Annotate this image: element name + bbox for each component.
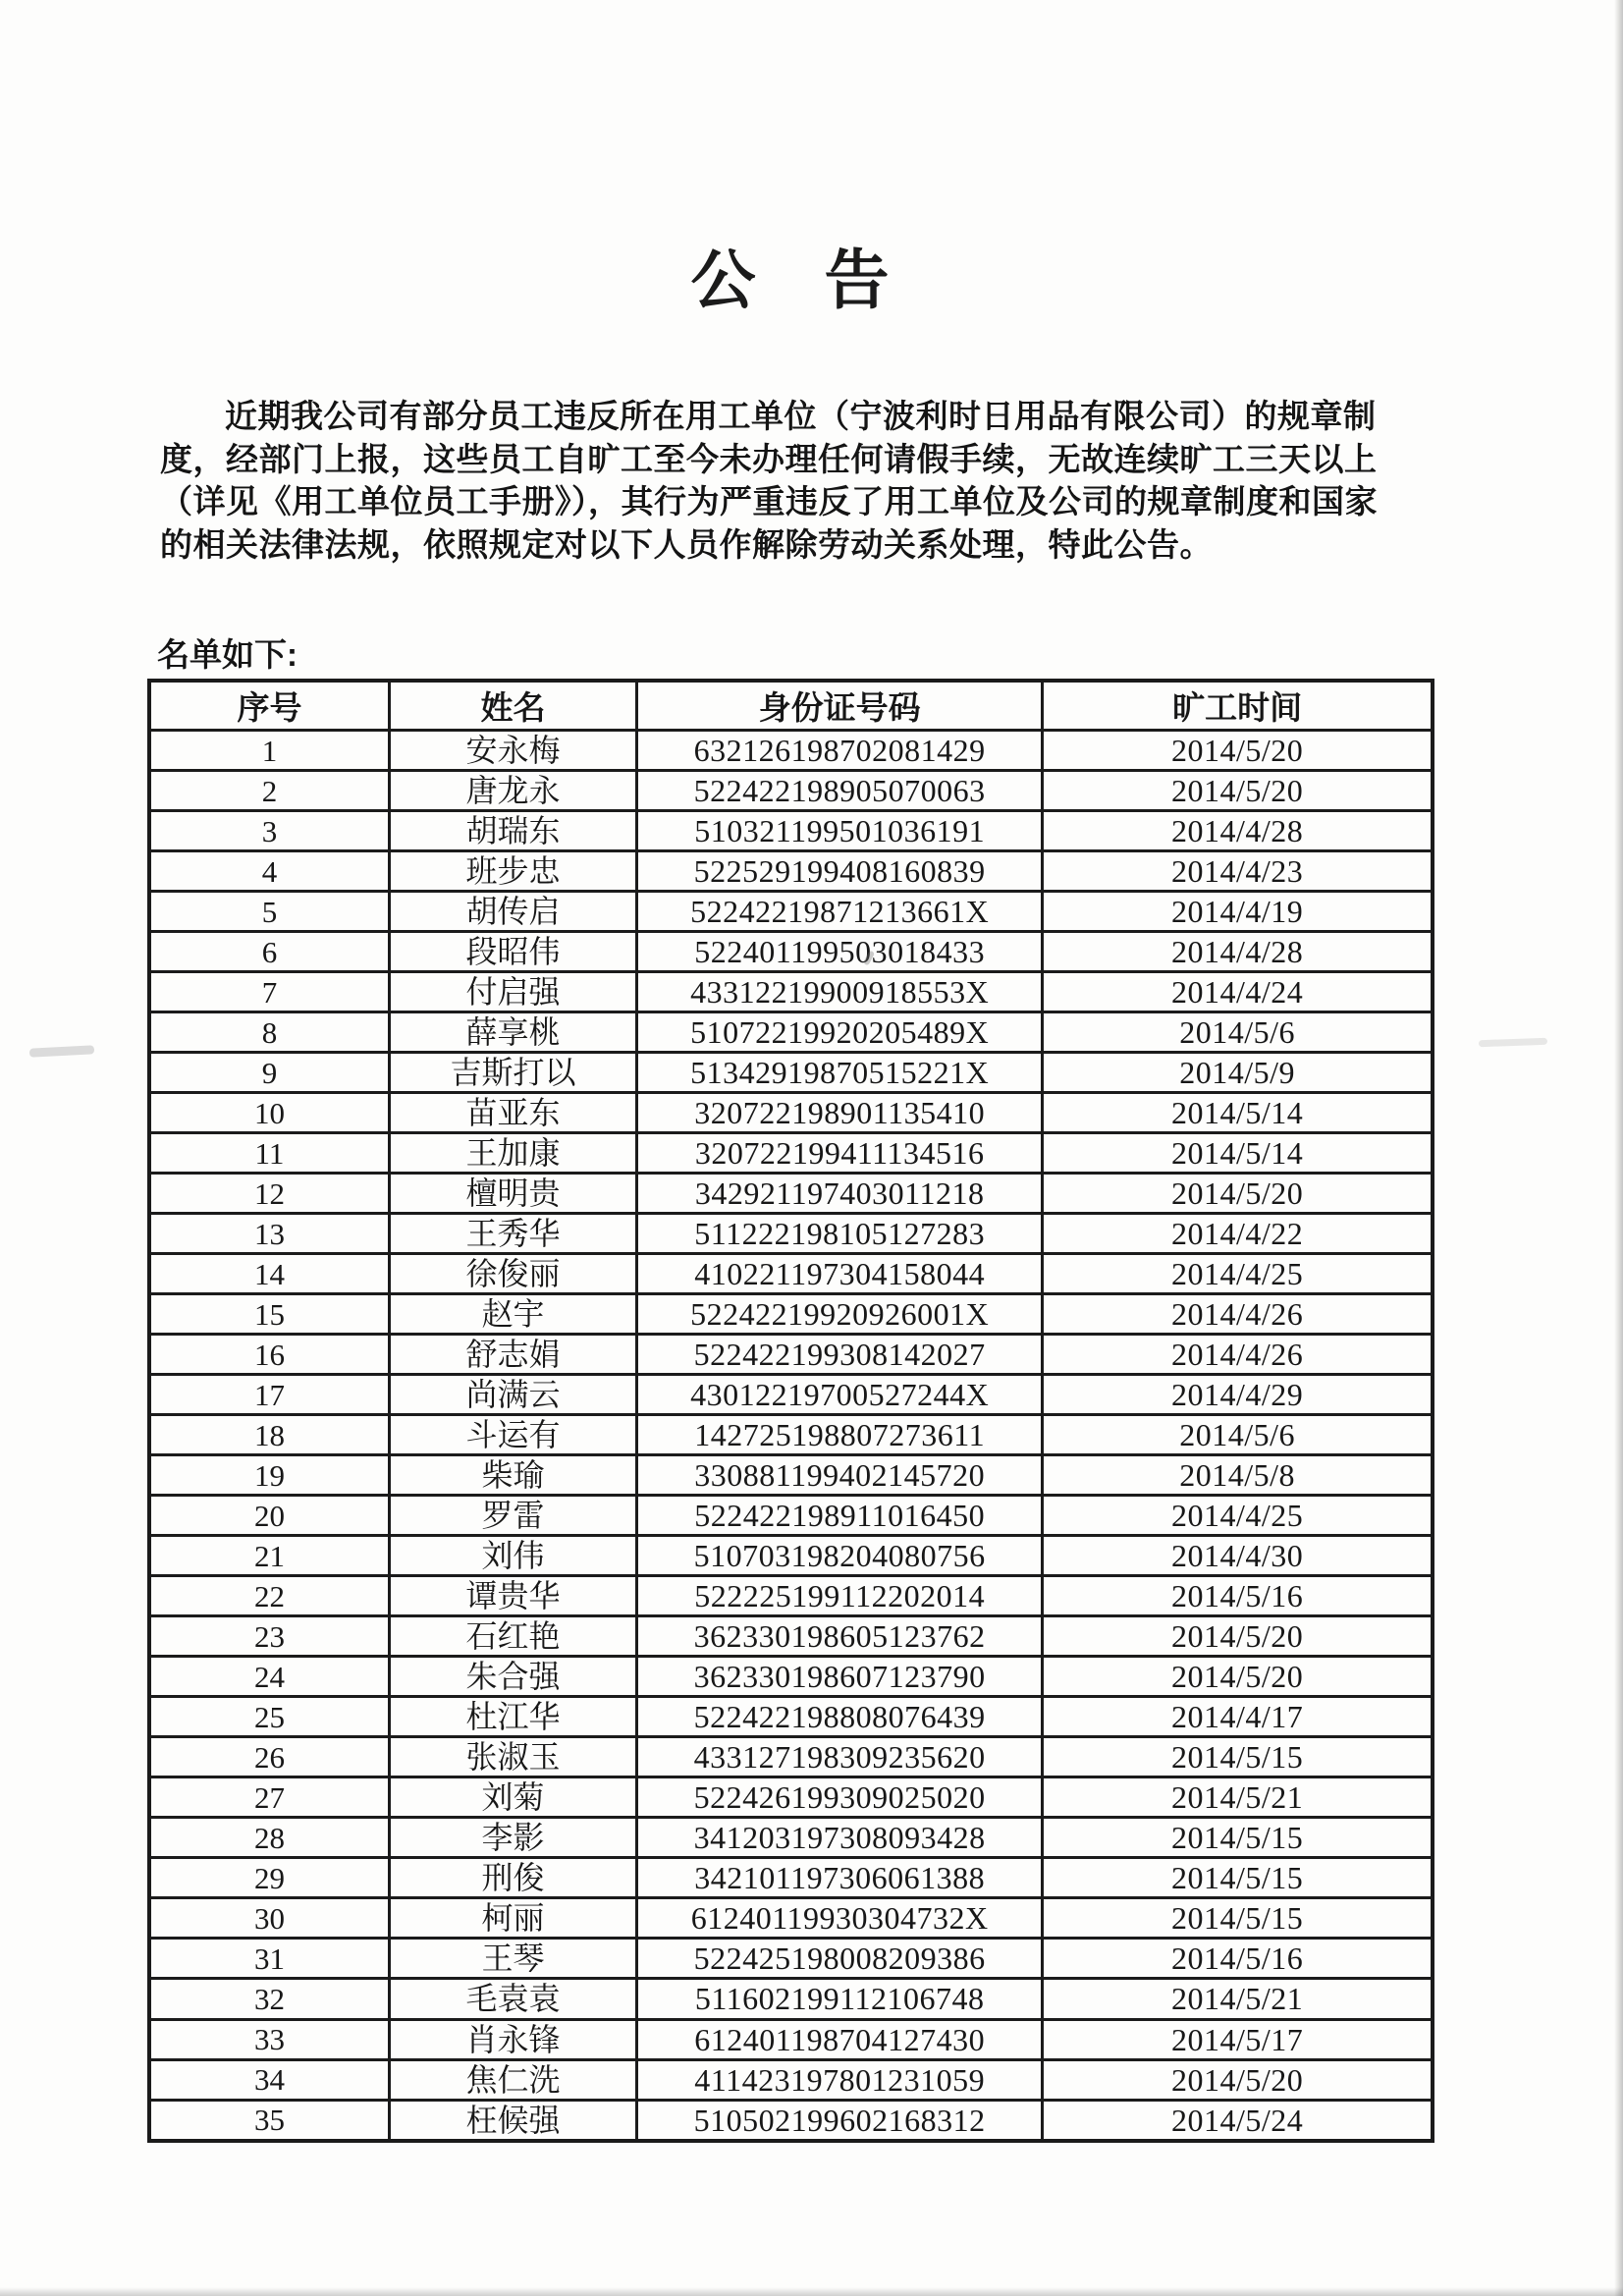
absence-date-cell: 2014/5/20 (1043, 771, 1433, 811)
serial-cell: 18 (149, 1415, 389, 1455)
serial-cell: 33 (149, 2019, 389, 2059)
id-number-cell: 342101197306061388 (637, 1858, 1043, 1898)
name-cell: 毛袁袁 (389, 1979, 636, 2019)
table-row (149, 1898, 1433, 1939)
table-row (149, 1657, 1433, 1697)
absence-date-cell: 2014/5/16 (1043, 1939, 1433, 1979)
name-cell: 薛享桃 (389, 1012, 636, 1053)
absence-date-cell: 2014/4/26 (1043, 1335, 1433, 1375)
id-number-cell: 341203197308093428 (637, 1818, 1043, 1858)
absence-date-cell: 2014/4/25 (1043, 1496, 1433, 1536)
absence-date-cell: 2014/5/20 (1043, 2059, 1433, 2100)
name-cell: 胡传启 (389, 892, 636, 932)
id-number-cell: 433127198309235620 (637, 1737, 1043, 1777)
id-number-cell: 522422199308142027 (637, 1335, 1043, 1375)
id-number-cell: 511222198105127283 (637, 1214, 1043, 1254)
name-cell: 王秀华 (389, 1214, 636, 1254)
table-row (149, 1818, 1433, 1858)
absence-date-cell: 2014/5/6 (1043, 1415, 1433, 1455)
id-number-cell: 51342919870515221X (637, 1053, 1043, 1093)
absence-date-cell: 2014/4/29 (1043, 1375, 1433, 1415)
id-number-cell: 320722198901135410 (637, 1093, 1043, 1133)
absence-date-cell: 2014/5/21 (1043, 1777, 1433, 1818)
absence-date-cell: 2014/4/23 (1043, 851, 1433, 892)
table-row (149, 851, 1433, 892)
serial-cell: 25 (149, 1697, 389, 1737)
serial-cell: 23 (149, 1616, 389, 1657)
name-cell: 王琴 (389, 1939, 636, 1979)
name-cell: 枉候强 (389, 2100, 636, 2141)
serial-cell: 32 (149, 1979, 389, 2019)
serial-cell: 15 (149, 1294, 389, 1335)
serial-cell: 26 (149, 1737, 389, 1777)
absence-date-cell: 2014/4/24 (1043, 972, 1433, 1012)
name-cell: 檀明贵 (389, 1174, 636, 1214)
employee-table-body (149, 731, 1433, 2142)
table-row (149, 1939, 1433, 1979)
announcement-body (160, 395, 1429, 566)
id-number-cell: 362330198605123762 (637, 1616, 1043, 1657)
name-cell: 赵宇 (389, 1294, 636, 1335)
serial-cell: 11 (149, 1133, 389, 1174)
table-row (149, 2059, 1433, 2100)
table-header-row (149, 681, 1433, 731)
absence-date-cell: 2014/4/25 (1043, 1254, 1433, 1294)
table-row (149, 2019, 1433, 2059)
name-cell: 尚满云 (389, 1375, 636, 1415)
table-row (149, 1697, 1433, 1737)
table-row (149, 2100, 1433, 2141)
absence-date-cell: 2014/5/20 (1043, 1657, 1433, 1697)
absence-date-cell: 2014/5/21 (1043, 1979, 1433, 2019)
name-cell: 肖永锋 (389, 2019, 636, 2059)
id-number-cell: 330881199402145720 (637, 1455, 1043, 1496)
table-row (149, 1979, 1433, 2019)
name-cell: 班步忠 (389, 851, 636, 892)
serial-cell: 22 (149, 1576, 389, 1616)
id-number-cell: 612401198704127430 (637, 2019, 1043, 2059)
id-number-cell: 362330198607123790 (637, 1657, 1043, 1697)
header-name: 姓名 (389, 681, 636, 731)
id-number-cell: 52242219871213661X (637, 892, 1043, 932)
table-row (149, 1294, 1433, 1335)
id-number-cell: 511602199112106748 (637, 1979, 1043, 2019)
table-row (149, 1858, 1433, 1898)
absence-date-cell: 2014/4/17 (1043, 1697, 1433, 1737)
id-number-cell: 522422198808076439 (637, 1697, 1043, 1737)
name-cell: 张淑玉 (389, 1737, 636, 1777)
table-row (149, 1093, 1433, 1133)
serial-cell: 13 (149, 1214, 389, 1254)
name-cell: 柯丽 (389, 1898, 636, 1939)
id-number-cell: 522426199309025020 (637, 1777, 1043, 1818)
id-number-cell: 52242219920926001X (637, 1294, 1043, 1335)
serial-cell: 8 (149, 1012, 389, 1053)
absence-date-cell: 2014/4/19 (1043, 892, 1433, 932)
serial-cell: 16 (149, 1335, 389, 1375)
name-cell: 苗亚东 (389, 1093, 636, 1133)
absence-date-cell: 2014/5/6 (1043, 1012, 1433, 1053)
serial-cell: 31 (149, 1939, 389, 1979)
serial-cell: 12 (149, 1174, 389, 1214)
serial-cell: 6 (149, 932, 389, 972)
absence-date-cell: 2014/5/15 (1043, 1858, 1433, 1898)
serial-cell: 2 (149, 771, 389, 811)
serial-cell: 34 (149, 2059, 389, 2100)
serial-cell: 29 (149, 1858, 389, 1898)
name-cell: 胡瑞东 (389, 811, 636, 851)
scan-smudge (1479, 1038, 1547, 1047)
absence-date-cell: 2014/4/28 (1043, 811, 1433, 851)
name-cell: 柴瑜 (389, 1455, 636, 1496)
name-cell: 罗雷 (389, 1496, 636, 1536)
name-cell: 朱合强 (389, 1657, 636, 1697)
name-cell: 刘菊 (389, 1777, 636, 1818)
absence-date-cell: 2014/5/9 (1043, 1053, 1433, 1093)
table-header (149, 681, 1433, 731)
serial-cell: 5 (149, 892, 389, 932)
id-number-cell: 510321199501036191 (637, 811, 1043, 851)
id-number-cell: 61240119930304732X (637, 1898, 1043, 1939)
absence-date-cell: 2014/5/15 (1043, 1818, 1433, 1858)
serial-cell: 20 (149, 1496, 389, 1536)
absence-date-cell: 2014/5/20 (1043, 731, 1433, 771)
absence-date-cell: 2014/5/14 (1043, 1133, 1433, 1174)
name-cell: 谭贵华 (389, 1576, 636, 1616)
serial-cell: 1 (149, 731, 389, 771)
id-number-cell: 43312219900918553X (637, 972, 1043, 1012)
table-row (149, 1737, 1433, 1777)
name-cell: 舒志娟 (389, 1335, 636, 1375)
absence-date-cell: 2014/5/14 (1043, 1093, 1433, 1133)
name-cell: 刘伟 (389, 1536, 636, 1576)
absence-date-cell: 2014/4/28 (1043, 932, 1433, 972)
absence-date-cell: 2014/4/30 (1043, 1536, 1433, 1576)
absence-date-cell: 2014/5/20 (1043, 1174, 1433, 1214)
id-number-cell: 342921197403011218 (637, 1174, 1043, 1214)
absence-date-cell: 2014/5/16 (1043, 1576, 1433, 1616)
id-number-cell: 522425198008209386 (637, 1939, 1043, 1979)
serial-cell: 7 (149, 972, 389, 1012)
name-cell: 安永梅 (389, 731, 636, 771)
table-row (149, 1174, 1433, 1214)
serial-cell: 3 (149, 811, 389, 851)
table-row (149, 1053, 1433, 1093)
serial-cell: 35 (149, 2100, 389, 2141)
table-row (149, 1496, 1433, 1536)
table-row (149, 1375, 1433, 1415)
absence-date-cell: 2014/5/15 (1043, 1898, 1433, 1939)
absence-date-cell: 2014/4/22 (1043, 1214, 1433, 1254)
header-id-number: 身份证号码 (637, 681, 1043, 731)
table-row (149, 1616, 1433, 1657)
serial-cell: 17 (149, 1375, 389, 1415)
absence-date-cell: 2014/5/17 (1043, 2019, 1433, 2059)
table-row (149, 1455, 1433, 1496)
serial-cell: 30 (149, 1898, 389, 1939)
id-number-cell: 411423197801231059 (637, 2059, 1043, 2100)
absence-date-cell: 2014/5/20 (1043, 1616, 1433, 1657)
name-cell: 付启强 (389, 972, 636, 1012)
name-cell: 石红艳 (389, 1616, 636, 1657)
table-row (149, 1415, 1433, 1455)
name-cell: 刑俊 (389, 1858, 636, 1898)
id-number-cell: 522225199112202014 (637, 1576, 1043, 1616)
absence-date-cell: 2014/5/8 (1043, 1455, 1433, 1496)
name-cell: 李影 (389, 1818, 636, 1858)
paragraph-line: （详见《用工单位员工手册》），其行为严重违反了用工单位及公司的规章制度和国家 (160, 483, 1378, 519)
id-number-cell: 510502199602168312 (637, 2100, 1043, 2141)
table-row (149, 1536, 1433, 1576)
table-row (149, 1777, 1433, 1818)
absence-date-cell: 2014/5/24 (1043, 2100, 1433, 2141)
table-row (149, 1012, 1433, 1053)
serial-cell: 28 (149, 1818, 389, 1858)
table-row (149, 1214, 1433, 1254)
paragraph-line: 近期我公司有部分员工违反所在用工单位（宁波利时日用品有限公司）的规章制 (225, 398, 1377, 434)
table-row (149, 1133, 1433, 1174)
serial-cell: 9 (149, 1053, 389, 1093)
name-cell: 徐俊丽 (389, 1254, 636, 1294)
serial-cell: 27 (149, 1777, 389, 1818)
header-serial-number: 序号 (149, 681, 389, 731)
scan-edge-shadow (1614, 0, 1623, 2296)
name-cell: 焦仁洗 (389, 2059, 636, 2100)
scan-edge-shadow (0, 2287, 1623, 2296)
serial-cell: 14 (149, 1254, 389, 1294)
paragraph-line: 的相关法律法规，依照规定对以下人员作解除劳动关系处理，特此公告。 (160, 525, 1213, 563)
name-cell: 王加康 (389, 1133, 636, 1174)
name-cell: 杜江华 (389, 1697, 636, 1737)
absence-date-cell: 2014/5/15 (1043, 1737, 1433, 1777)
paragraph-line: 度，经部门上报，这些员工自旷工至今未办理任何请假手续，无故连续旷工三天以上 (160, 440, 1378, 477)
serial-cell: 4 (149, 851, 389, 892)
id-number-cell: 522422198905070063 (637, 771, 1043, 811)
name-cell: 唐龙永 (389, 771, 636, 811)
id-number-cell: 632126198702081429 (637, 731, 1043, 771)
employee-roster-table (147, 679, 1434, 2143)
id-number-cell: 522401199503018433 (637, 932, 1043, 972)
id-number-cell: 142725198807273611 (637, 1415, 1043, 1455)
table-row (149, 771, 1433, 811)
id-number-cell: 43012219700527244X (637, 1375, 1043, 1415)
scan-smudge (29, 1045, 94, 1057)
header-absence-date: 旷工时间 (1043, 681, 1433, 731)
id-number-cell: 522529199408160839 (637, 851, 1043, 892)
name-cell: 段昭伟 (389, 932, 636, 972)
id-number-cell: 320722199411134516 (637, 1133, 1043, 1174)
table-row (149, 972, 1433, 1012)
serial-cell: 10 (149, 1093, 389, 1133)
table-row (149, 932, 1433, 972)
id-number-cell: 522422198911016450 (637, 1496, 1043, 1536)
table-row (149, 892, 1433, 932)
serial-cell: 19 (149, 1455, 389, 1496)
id-number-cell: 510703198204080756 (637, 1536, 1043, 1576)
table-row (149, 1254, 1433, 1294)
list-label: 名单如下: (157, 636, 298, 673)
name-cell: 斗运有 (389, 1415, 636, 1455)
name-cell: 吉斯打以 (389, 1053, 636, 1093)
table-row (149, 811, 1433, 851)
absence-date-cell: 2014/4/26 (1043, 1294, 1433, 1335)
serial-cell: 24 (149, 1657, 389, 1697)
table-row (149, 731, 1433, 771)
id-number-cell: 410221197304158044 (637, 1254, 1043, 1294)
id-number-cell: 51072219920205489X (637, 1012, 1043, 1053)
table-row (149, 1335, 1433, 1375)
table-row (149, 1576, 1433, 1616)
page-title: 公 告 (690, 246, 892, 317)
serial-cell: 21 (149, 1536, 389, 1576)
